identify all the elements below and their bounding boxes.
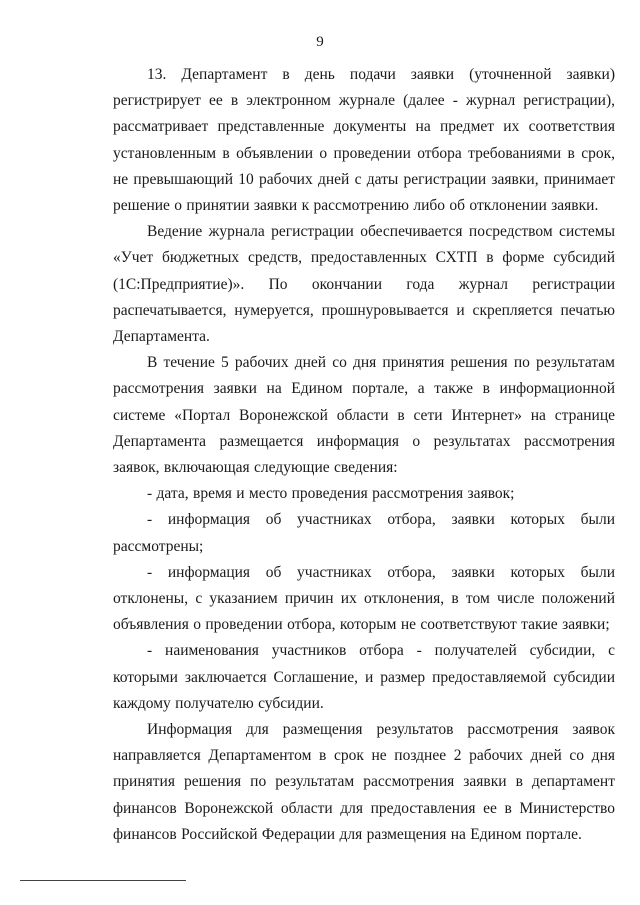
paragraph-publication: В течение 5 рабочих дней со дня принятия решения по результатам рассмотрения заявки на Едином портале, а также в информационной системе «Портал Воронежской области в сети Интернет» на странице Департамента размещается информация о результатах рассмотрения заявок, включающая следующие сведения: [113, 354, 615, 477]
footer-rule [20, 880, 186, 881]
list-item-reviewed-participants: - информация об участниках отбора, заявки которых были рассмотрены; [113, 511, 615, 555]
page-number: 9 [316, 34, 324, 50]
list-item-date-time-place: - дата, время и место проведения рассмотрения заявок; [147, 485, 515, 503]
list-item-rejected-participants: - информация об участниках отбора, заявки которых были отклонены, с указанием причин их отклонения, в том числе положений объявления о проведении отбора, которым не соответствуют такие заявки; [113, 563, 615, 634]
paragraph-information-transfer: Информация для размещения результатов рассмотрения заявок направляется Департаментом в срок не позднее 2 рабочих дней со дня принятия решения по результатам рассмотрения заявки в департамент финансов Воронежской области для предоставления ее в Министерство финансов Российской Федерации для размещения на Едином портале. [113, 721, 615, 843]
document-body [113, 62, 615, 848]
paragraph-registration: 13. Департамент в день подачи заявки (уточненной заявки) регистрирует ее в электронном журнале (далее - журнал регистрации), рассматривает представленные документы на предмет их соответствия установленным в объявлении о проведении отбора требованиями в срок, не превышающий 10 рабочих дней с даты регистрации заявки, принимает решение о принятии заявки к рассмотрению либо об отклонении заявки. [113, 66, 615, 215]
paragraph-journal: Ведение журнала регистрации обеспечивается посредством системы «Учет бюджетных средств, предоставленных СХТП в форме субсидий (1С:Предприятие)». По окончании года журнал регистрации распечатывается, нумеруется, прошнуровывается и скрепляется печатью Департамента. [113, 223, 615, 346]
list-item-recipients: - наименования участников отбора - получателей субсидии, с которыми заключается Соглашение, и размер предоставляемой субсидии каждому получателю субсидии. [113, 642, 615, 712]
